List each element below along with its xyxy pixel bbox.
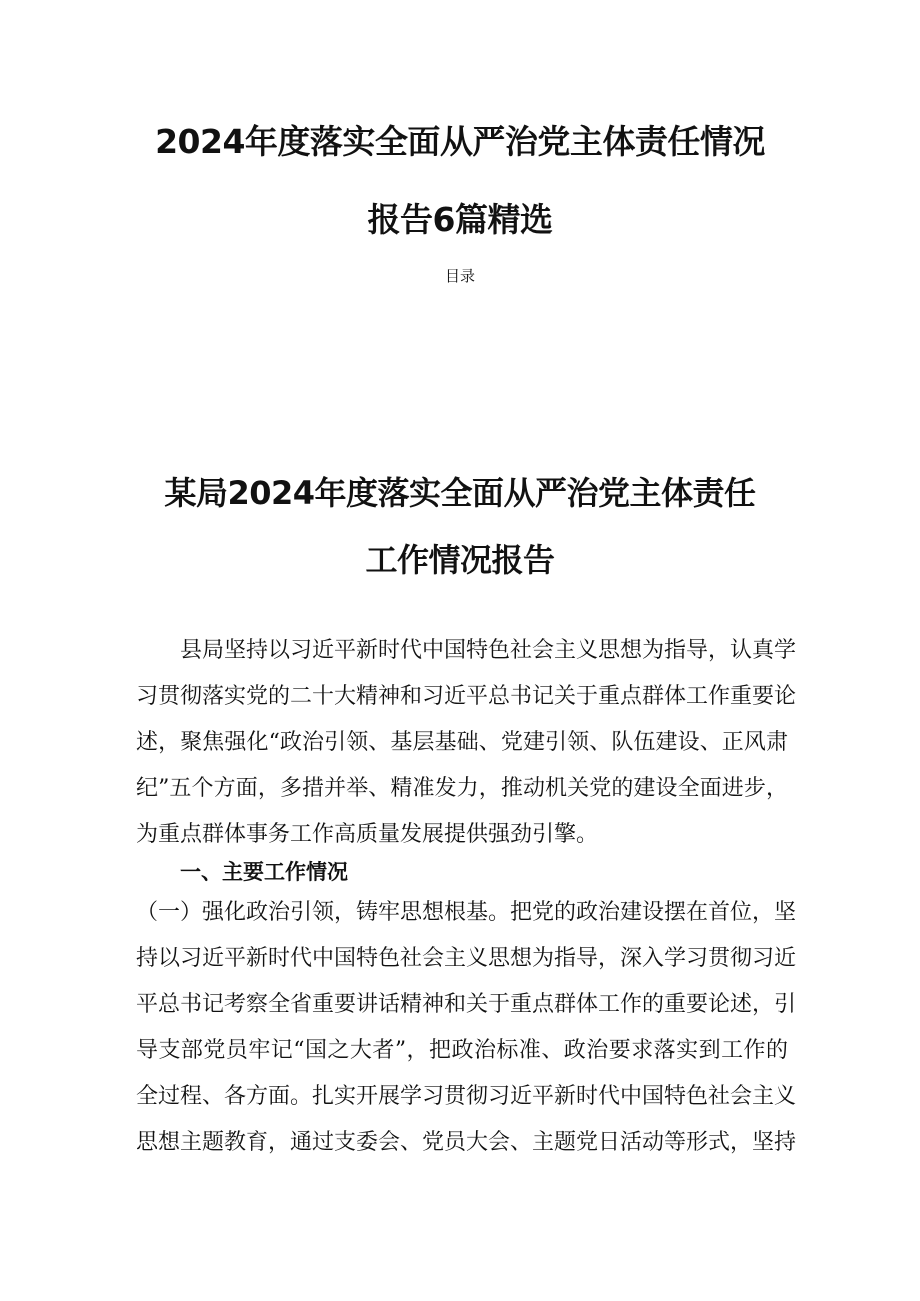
intro-line-5: 为重点群体事务工作高质量发展提供强劲引擎。	[136, 822, 599, 847]
section-line-6: 思想主题教育，通过支委会、党员大会、主题党日活动等形式，坚持	[136, 1130, 797, 1155]
section-heading: 一、主要工作情况	[180, 860, 348, 884]
article-title-line-1: 某局2024年度落实全面从严治党主体责任	[164, 474, 756, 512]
intro-line-2: 习贯彻落实党的二十大精神和习近平总书记关于重点群体工作重要论	[136, 684, 797, 709]
toc-label: 目录	[444, 267, 475, 285]
document-title-line-1: 2024年度落实全面从严治党主体责任情况	[155, 122, 765, 161]
article-title-line-2: 工作情况报告	[365, 541, 555, 579]
intro-line-4: 纪”五个方面，多措并举、精准发力，推动机关党的建设全面进步，	[136, 776, 788, 801]
section-line-4: 导支部党员牢记“国之大者”，把政治标准、政治要求落实到工作的	[136, 1038, 788, 1063]
section-line-1: （一）强化政治引领，铸牢思想根基。把党的政治建设摆在首位，坚	[136, 900, 797, 925]
document-title-line-2: 报告6篇精选	[367, 200, 553, 239]
intro-line-3: 述，聚焦强化“政治引领、基层基础、党建引领、队伍建设、正风肃	[136, 730, 788, 755]
intro-line-1: 县局坚持以习近平新时代中国特色社会主义思想为指导，认真学	[180, 638, 797, 663]
section-line-2: 持以习近平新时代中国特色社会主义思想为指导，深入学习贯彻习近	[136, 946, 797, 971]
section-line-5: 全过程、各方面。扎实开展学习贯彻习近平新时代中国特色社会主义	[136, 1084, 797, 1109]
section-line-3: 平总书记考察全省重要讲话精神和关于重点群体工作的重要论述，引	[136, 992, 797, 1017]
